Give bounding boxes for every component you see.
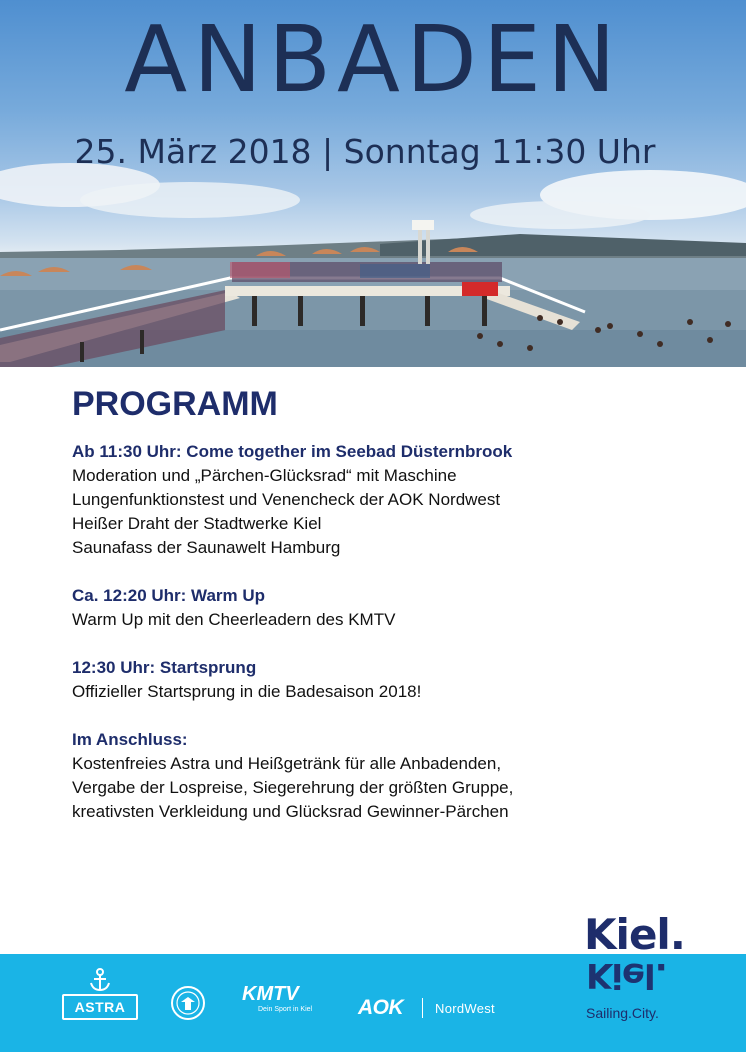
block-heading: 12:30 Uhr: Startsprung xyxy=(72,658,257,677)
kmtv-logo xyxy=(236,983,336,1014)
kmtv-wordmark: KMTV xyxy=(242,983,299,1005)
program-section xyxy=(72,380,692,824)
dlrg-emblem xyxy=(170,985,206,1021)
block-heading: Ca. 12:20 Uhr: Warm Up xyxy=(72,586,266,605)
block-line: Moderation und „Pärchen-Glücksrad“ mit Maschine xyxy=(72,466,457,485)
block-line: Heißer Draht der Stadtwerke Kiel xyxy=(72,514,322,533)
aok-logo xyxy=(358,994,518,1024)
hero-date-subtitle: 25. März 2018 | Sonntag 11:30 Uhr xyxy=(74,132,656,171)
block-line: Offizieller Startsprung in die Badesaison 2018! xyxy=(72,682,422,701)
program-block-im-anschluss xyxy=(72,728,692,824)
aok-divider xyxy=(422,998,423,1018)
kiel-wordmark: Kiel. xyxy=(584,910,685,959)
block-line: Saunafass der Saunawelt Hamburg xyxy=(72,538,341,557)
hero-photo xyxy=(0,0,746,367)
astra-logo xyxy=(62,968,138,1020)
kmtv-tagline: Dein Sport in Kiel xyxy=(258,1006,313,1013)
kiel-mirror-wordmark: Kiel. xyxy=(586,955,667,995)
block-line: Warm Up mit den Cheerleadern des KMTV xyxy=(72,610,396,629)
kiel-claim: Sailing.City. xyxy=(586,1005,659,1021)
kiel-sailing-city-logo xyxy=(584,912,704,1027)
aok-wordmark: AOK xyxy=(358,996,404,1019)
anchor-heart-icon xyxy=(87,968,113,992)
aok-region: NordWest xyxy=(435,1001,495,1016)
block-heading: Im Anschluss: xyxy=(72,730,188,749)
block-line: Lungenfunktionstest und Venencheck der AOK Nordwest xyxy=(72,490,501,509)
program-block-come-together xyxy=(72,440,692,560)
hero-title: ANBADEN xyxy=(124,6,622,113)
block-line: Vergabe der Lospreise, Siegerehrung der größten Gruppe, xyxy=(72,778,514,797)
program-block-startsprung xyxy=(72,656,692,704)
dlrg-eagle-icon xyxy=(170,985,206,1021)
program-block-warm-up xyxy=(72,584,692,632)
block-heading: Ab 11:30 Uhr: Come together im Seebad Düsternbrook xyxy=(72,442,513,461)
block-line: Kostenfreies Astra und Heißgetränk für alle Anbadenden, xyxy=(72,754,502,773)
program-heading: PROGRAMM xyxy=(72,385,278,423)
footer-bottom-edge xyxy=(0,1052,746,1056)
astra-wordmark: ASTRA xyxy=(62,994,138,1020)
block-line: kreativsten Verkleidung und Glücksrad Gewinner-Pärchen xyxy=(72,802,509,821)
